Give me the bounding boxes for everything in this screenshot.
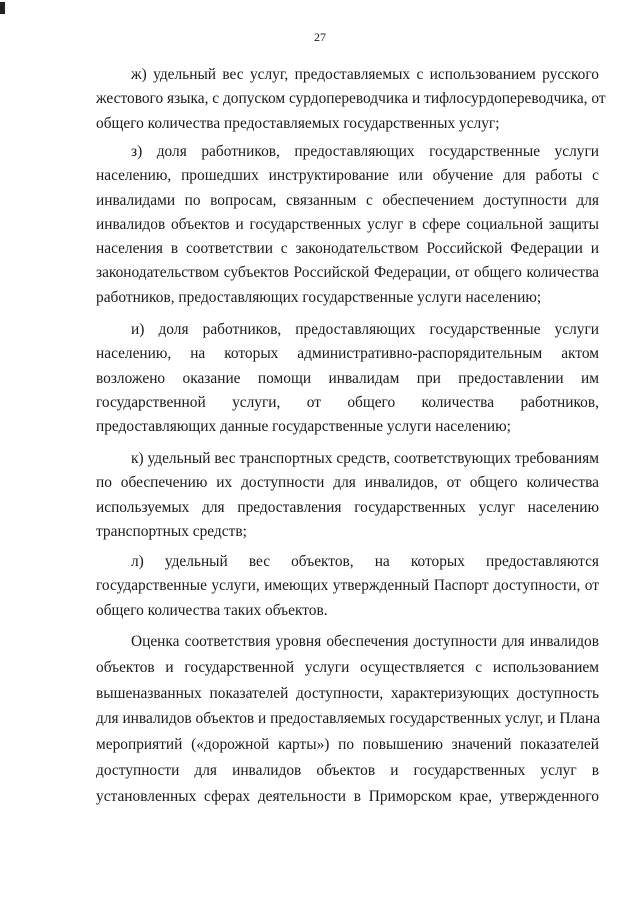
text-line: населению, прошедших инструктирование или обучение для работы с [96, 167, 599, 185]
text-line: ж) удельный вес услуг, предоставляемых с использованием русского [131, 66, 599, 83]
text-line: населения в соответствии с законодательством Российской Федерации и [96, 240, 599, 258]
text-line: общего количества таких объектов. [96, 601, 328, 619]
text-line: вышеназванных показателей доступности, характеризующих доступность [96, 684, 599, 702]
text-line: законодательством субъектов Российской Федерации, от общего количества [96, 264, 599, 282]
text-line: Оценка соответствия уровня обеспечения доступности для инвалидов [131, 633, 599, 650]
text-line: для инвалидов объектов и предоставляемых государственных услуг, и Плана [96, 710, 601, 728]
text-line: доступности для инвалидов объектов и государственных услуг в [96, 761, 599, 779]
text-line: з) доля работников, предоставляющих государственные услуги [131, 143, 599, 160]
text-line: л) удельный вес объектов, на которых предоставляются [131, 553, 599, 570]
text-line: предоставляющих данные государственные услуги населению; [96, 418, 511, 436]
text-line: установленных сферах деятельности в Приморском крае, утвержденного [96, 787, 599, 805]
text-line: общего количества предоставляемых государственных услуг; [96, 114, 500, 132]
text-line: мероприятий («дорожной карты») по повышению значений показателей [96, 736, 599, 754]
text-line: инвалидами по вопросам, связанным с обеспечением доступности для [96, 191, 599, 209]
text-line: работников, предоставляющих государственные услуги населению; [96, 288, 542, 306]
text-line: инвалидов объектов и государственных услуг в сфере социальной защиты [96, 215, 599, 233]
text-line: жестового языка, с допуском сурдопереводчика и тифлосурдопереводчика, от [96, 90, 606, 108]
paragraph-z [96, 140, 599, 310]
text-line: государственной услуги, от общего количества работников, [96, 393, 599, 411]
text-line: и) доля работников, предоставляющих государственные услуги [131, 321, 599, 338]
paragraph-i [96, 318, 599, 439]
text-line: государственные услуги, имеющих утвержденный Паспорт доступности, от [96, 577, 599, 595]
scan-corner-mark [0, 2, 5, 14]
text-line: населению, на которых административно-распорядительным актом [96, 345, 599, 363]
paragraph-zh [96, 63, 606, 136]
text-line: используемых для предоставления государственных услуг населению [96, 498, 599, 516]
paragraph-l [96, 550, 599, 623]
text-line: объектов и государственной услуги осуществляется с использованием [96, 658, 599, 676]
paragraph-k [96, 447, 599, 544]
text-line: к) удельный вес транспортных средств, соответствующих требованиям [131, 450, 599, 467]
text-line: возложено оказание помощи инвалидам при предоставлении им [96, 369, 599, 387]
text-line: по обеспечению их доступности для инвалидов, от общего количества [96, 474, 599, 492]
paragraph-assessment [96, 629, 599, 810]
page-number: 27 [314, 30, 326, 44]
text-line: транспортных средств; [96, 522, 247, 540]
